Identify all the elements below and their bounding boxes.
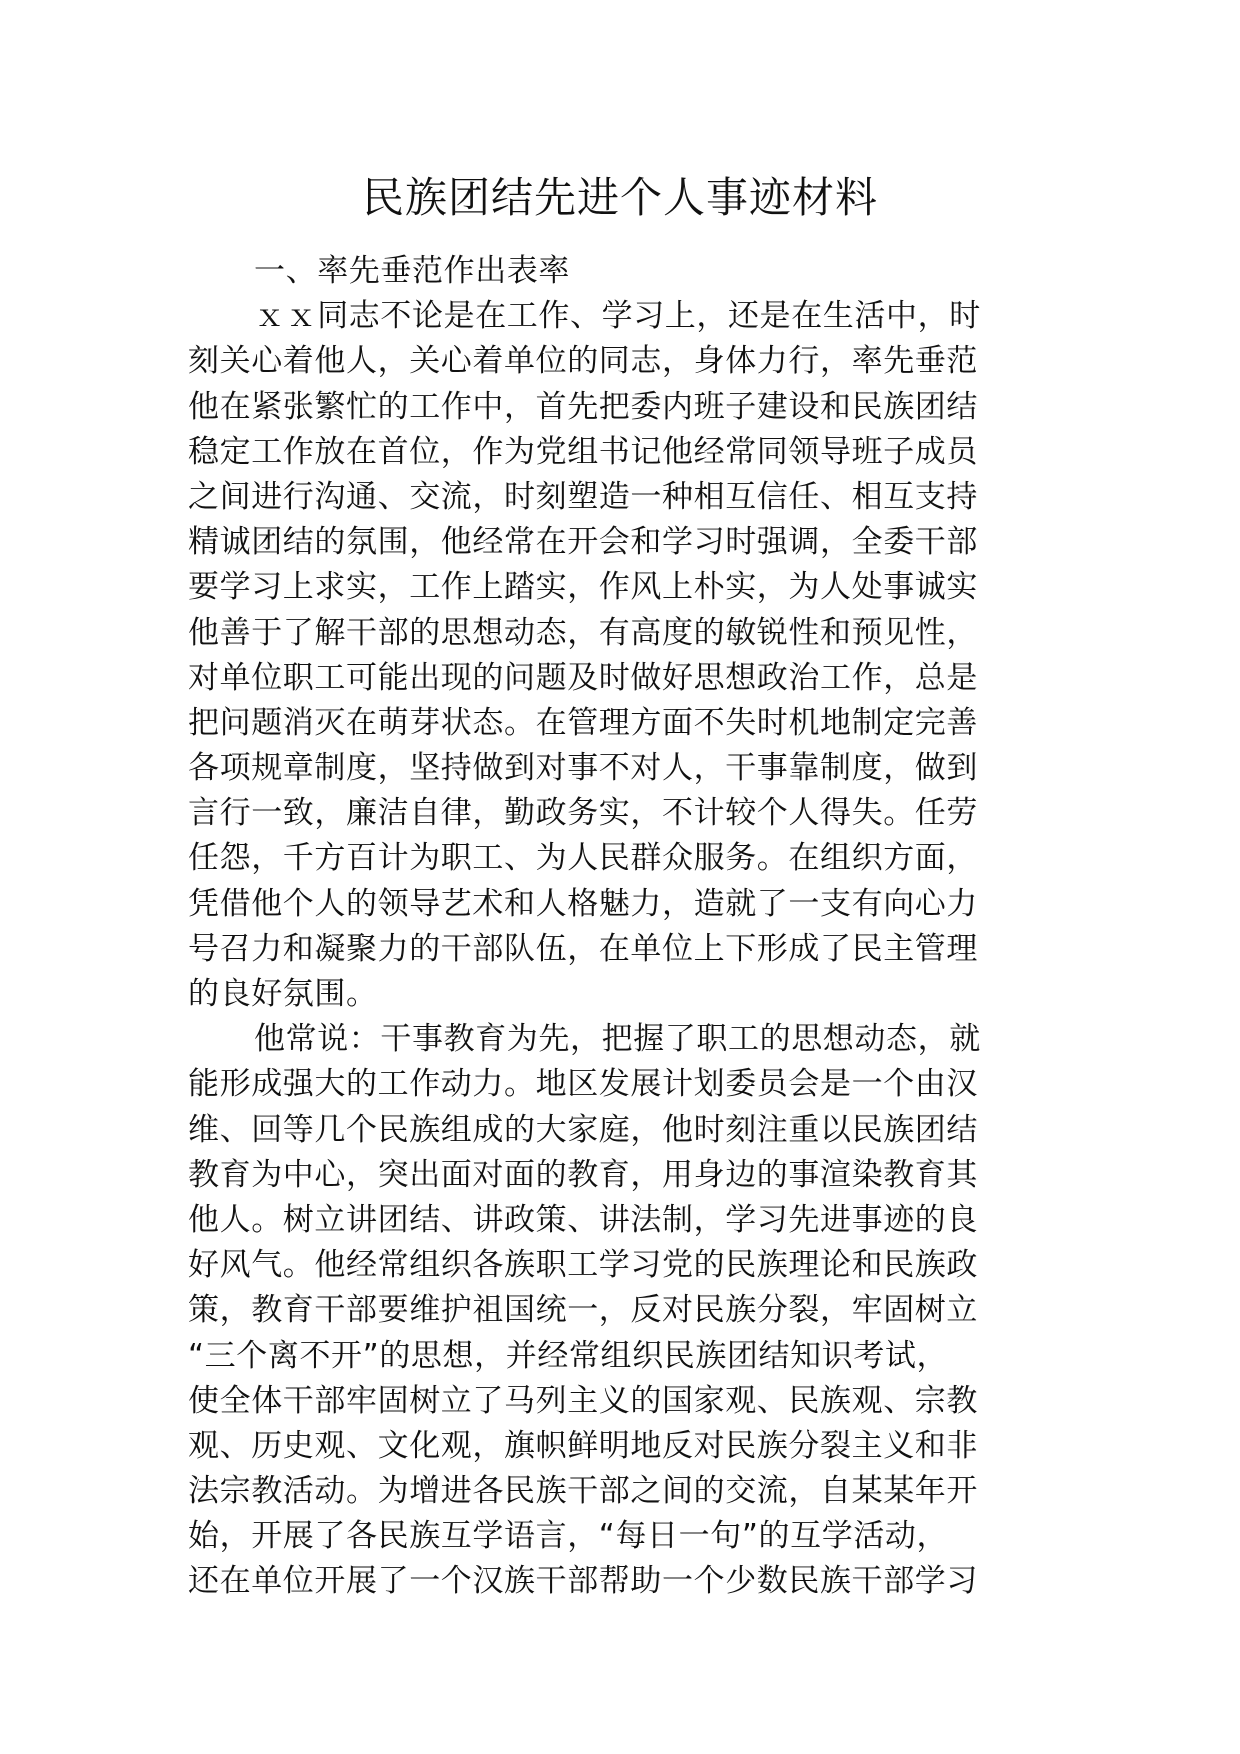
paragraph-line: 还在单位开展了一个汉族干部帮助一个少数民族干部学习 (188, 1563, 978, 1600)
paragraph-line: 教育为中心，突出面对面的教育，用身边的事渲染教育其 (188, 1156, 978, 1193)
paragraph-line: 观、历史观、文化观，旗帜鲜明地反对民族分裂主义和非 (188, 1427, 978, 1464)
paragraph-line: 使全体干部牢固树立了马列主义的国家观、民族观、宗教 (188, 1382, 978, 1419)
paragraph-line: 他常说：干事教育为先，把握了职工的思想动态，就 (254, 1021, 981, 1058)
paragraph-line: 各项规章制度，坚持做到对事不对人，干事靠制度，做到 (188, 750, 978, 787)
paragraph-line: 的良好氛围。 (188, 976, 378, 1012)
paragraph-line: 刻关心着他人，关心着单位的同志，身体力行，率先垂范 (188, 343, 978, 380)
paragraph-line: 要学习上求实，工作上踏实，作风上朴实，为人处事诚实 (188, 569, 978, 606)
document-title: 民族团结先进个人事迹材料 (361, 173, 878, 222)
paragraph-1 (188, 294, 1058, 1017)
paragraph-line: 好风气。他经常组织各族职工学习党的民族理论和民族政 (188, 1247, 978, 1284)
paragraph-line: 他人。树立讲团结、讲政策、讲法制，学习先进事迹的良 (188, 1201, 978, 1238)
paragraph-line: 他善于了解干部的思想动态，有高度的敏锐性和预见性， (188, 614, 978, 651)
document-body (188, 249, 1058, 1605)
paragraph-line: 任怨，千方百计为职工、为人民群众服务。在组织方面， (188, 840, 978, 877)
paragraph-line: 稳定工作放在首位，作为党组书记他经常同领导班子成员 (188, 433, 978, 470)
paragraph-line: 精诚团结的氛围，他经常在开会和学习时强调，全委干部 (188, 524, 978, 561)
paragraph-line: 言行一致，廉洁自律，勤政务实，不计较个人得失。任劳 (188, 795, 978, 832)
paragraph-line: 始，开展了各民族互学语言，“每日一句”的互学活动， (188, 1518, 949, 1555)
paragraph-line: 对单位职工可能出现的问题及时做好思想政治工作，总是 (188, 659, 978, 696)
paragraph-line: 法宗教活动。为增进各民族干部之间的交流，自某某年开 (188, 1473, 978, 1510)
paragraph-line: 把问题消灭在萌芽状态。在管理方面不失时机地制定完善 (188, 704, 978, 741)
paragraph-line: 他在紧张繁忙的工作中，首先把委内班子建设和民族团结 (188, 388, 978, 425)
paragraph-2 (188, 1017, 1058, 1604)
paragraph-line: 凭借他个人的领导艺术和人格魅力，造就了一支有向心力 (188, 885, 978, 922)
section-heading: 一、率先垂范作出表率 (254, 253, 570, 289)
paragraph-line: 能形成强大的工作动力。地区发展计划委员会是一个由汉 (188, 1066, 978, 1103)
paragraph-line: “三个离不开”的思想，并经常组织民族团结知识考试， (188, 1337, 949, 1374)
paragraph-line: 号召力和凝聚力的干部队伍，在单位上下形成了民主管理 (188, 930, 978, 967)
paragraph-line: ｘｘ同志不论是在工作、学习上，还是在生活中，时 (254, 298, 981, 335)
paragraph-line: 维、回等几个民族组成的大家庭，他时刻注重以民族团结 (188, 1111, 978, 1148)
paragraph-line: 之间进行沟通、交流，时刻塑造一种相互信任、相互支持 (188, 478, 978, 515)
paragraph-line: 策，教育干部要维护祖国统一，反对民族分裂，牢固树立 (188, 1292, 978, 1329)
